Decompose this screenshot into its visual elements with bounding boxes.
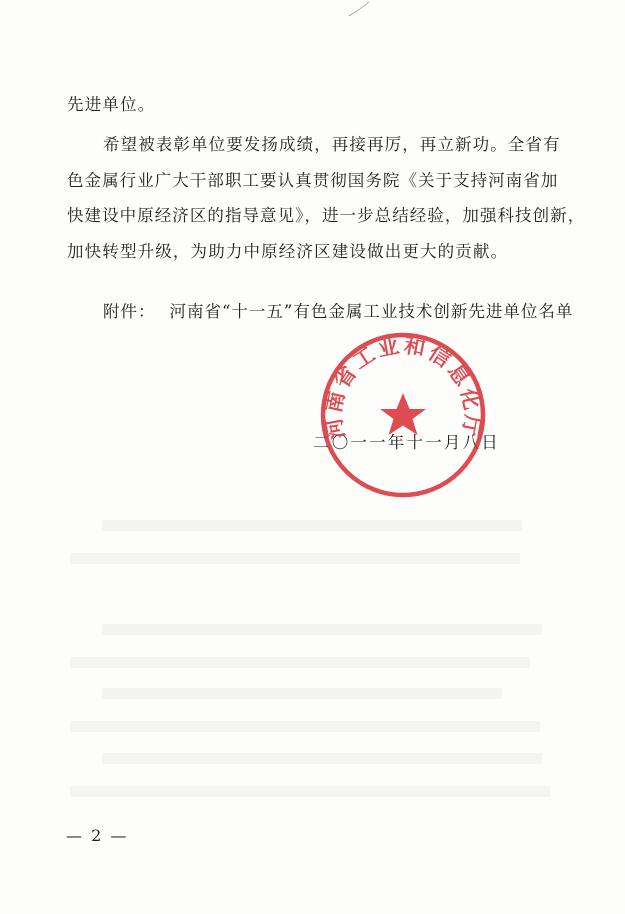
scan-artifact-mark [345,0,375,18]
official-seal-stamp [318,330,488,500]
body-line-1: 先进单位。 [67,95,156,114]
bleed-through-line [102,753,542,764]
bleed-through-line [70,553,520,564]
attachment-line [103,298,573,322]
body-line-3: 色金属行业广大干部职工要认真贯彻国务院《关于支持河南省加 [67,171,559,190]
attachment-title: 河南省“十一五”有色金属工业技术创新先进单位名单 [169,302,574,321]
body-line-4: 快建设中原经济区的指导意见》，进一步总结经验，加强科技创新， [67,206,586,225]
seal-text: 河南省工业和信息化厅 [321,333,485,442]
body-line-2: 希望被表彰单位要发扬成绩，再接再厉，再立新功。全省有 [103,135,561,154]
issue-date: 二〇一一年十一月八日 [313,433,500,452]
bleed-through-line [70,657,530,668]
attachment-label: 附件： [103,302,156,321]
bleed-through-line [102,624,542,635]
page-number: — 2 — [66,826,129,845]
body-line-5: 加快转型升级，为助力中原经济区建设做出更大的贡献。 [67,242,509,261]
seal-star-icon [380,393,426,435]
bleed-through-line [70,786,550,797]
bleed-through-line [70,721,540,732]
bleed-through-line [102,688,502,699]
bleed-through-line [102,520,522,531]
